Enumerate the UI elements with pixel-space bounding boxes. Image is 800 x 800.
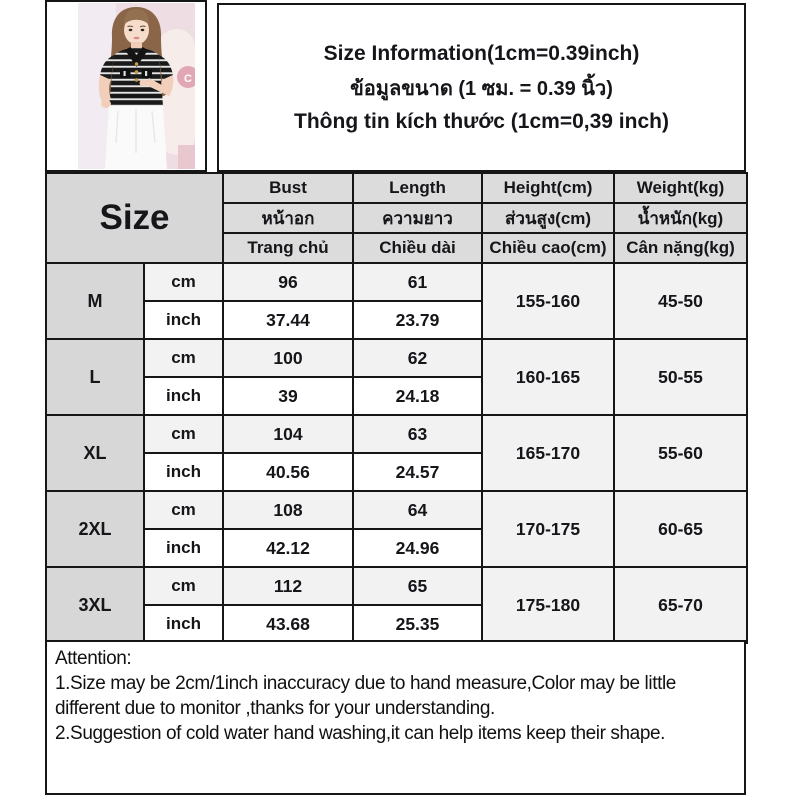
unit-inch-cell: inch	[144, 301, 223, 339]
length-cm-cell: 62	[353, 339, 482, 377]
size-information-title-cell	[217, 3, 746, 172]
header-bust-th: หน้าอก	[223, 203, 353, 233]
unit-cm-cell: cm	[144, 567, 223, 605]
header-height-en: Height(cm)	[482, 173, 614, 203]
header-length-vi: Chiều dài	[353, 233, 482, 263]
weight-range-cell: 60-65	[614, 491, 747, 567]
size-label-cell: 2XL	[46, 491, 144, 567]
header-bust-en: Bust	[223, 173, 353, 203]
model-photo	[78, 3, 195, 169]
unit-cm-cell: cm	[144, 491, 223, 529]
length-cm-cell: 63	[353, 415, 482, 453]
bust-cm-cell: 108	[223, 491, 353, 529]
bust-cm-cell: 112	[223, 567, 353, 605]
bust-cm-cell: 104	[223, 415, 353, 453]
header-weight-vi: Cân nặng(kg)	[614, 233, 747, 263]
size-label-cell: M	[46, 263, 144, 339]
header-height-th: ส่วนสูง(cm)	[482, 203, 614, 233]
length-cm-cell: 61	[353, 263, 482, 301]
height-range-cell: 165-170	[482, 415, 614, 491]
unit-cm-cell: cm	[144, 263, 223, 301]
height-range-cell: 160-165	[482, 339, 614, 415]
weight-range-cell: 55-60	[614, 415, 747, 491]
header-weight-th: น้ำหนัก(kg)	[614, 203, 747, 233]
wall-badge-letter: C	[184, 73, 192, 85]
header-bust-vi: Trang chủ	[223, 233, 353, 263]
weight-range-cell: 65-70	[614, 567, 747, 643]
bust-inch-cell: 39	[223, 377, 353, 415]
bust-inch-cell: 42.12	[223, 529, 353, 567]
length-inch-cell: 23.79	[353, 301, 482, 339]
bust-inch-cell: 43.68	[223, 605, 353, 643]
length-inch-cell: 24.57	[353, 453, 482, 491]
size-header: Size	[46, 173, 223, 263]
unit-inch-cell: inch	[144, 377, 223, 415]
size-table	[45, 172, 748, 644]
attention-notes	[45, 640, 746, 795]
unit-inch-cell: inch	[144, 453, 223, 491]
size-label-cell: L	[46, 339, 144, 415]
unit-cm-cell: cm	[144, 339, 223, 377]
bust-inch-cell: 37.44	[223, 301, 353, 339]
bust-cm-cell: 96	[223, 263, 353, 301]
height-range-cell: 175-180	[482, 567, 614, 643]
height-range-cell: 170-175	[482, 491, 614, 567]
length-cm-cell: 65	[353, 567, 482, 605]
header-length-th: ความยาว	[353, 203, 482, 233]
length-cm-cell: 64	[353, 491, 482, 529]
header-weight-en: Weight(kg)	[614, 173, 747, 203]
unit-inch-cell: inch	[144, 529, 223, 567]
weight-range-cell: 45-50	[614, 263, 747, 339]
size-label-cell: XL	[46, 415, 144, 491]
bust-cm-cell: 100	[223, 339, 353, 377]
weight-range-cell: 50-55	[614, 339, 747, 415]
attention-note-1: 1.Size may be 2cm/1inch inaccuracy due to hand measure,Color may be little different due to monitor ,thanks for your understanding.	[55, 673, 676, 720]
size-label-cell: 3XL	[46, 567, 144, 643]
height-range-cell: 155-160	[482, 263, 614, 339]
model-photo-illustration	[78, 3, 195, 169]
title-english: Size Information(1cm=0.39inch)	[323, 41, 640, 65]
length-inch-cell: 24.96	[353, 529, 482, 567]
title-vietnamese: Thông tin kích thước (1cm=0,39 inch)	[294, 109, 669, 133]
header-height-vi: Chiều cao(cm)	[482, 233, 614, 263]
header-length-en: Length	[353, 173, 482, 203]
length-inch-cell: 24.18	[353, 377, 482, 415]
unit-cm-cell: cm	[144, 415, 223, 453]
attention-heading: Attention:	[55, 648, 132, 669]
unit-inch-cell: inch	[144, 605, 223, 643]
attention-note-2: 2.Suggestion of cold water hand washing,it can help items keep their shape.	[55, 723, 666, 745]
length-inch-cell: 25.35	[353, 605, 482, 643]
bust-inch-cell: 40.56	[223, 453, 353, 491]
title-thai: ข้อมูลขนาด (1 ซม. = 0.39 นิ้ว)	[350, 77, 613, 100]
product-photo-cell	[45, 0, 207, 172]
